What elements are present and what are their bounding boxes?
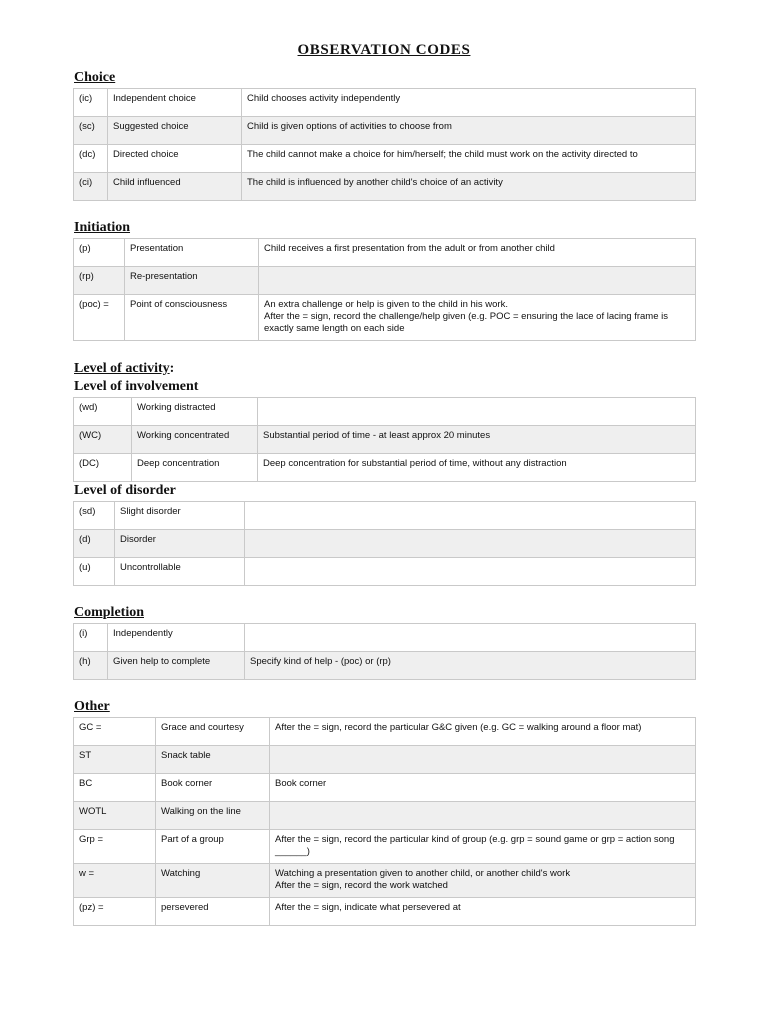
cell-code: (DC) <box>74 454 132 482</box>
cell-code: (sd) <box>74 502 115 530</box>
cell-description <box>245 530 696 558</box>
table-row <box>74 173 696 201</box>
table-row <box>74 502 696 530</box>
table-row <box>74 746 696 774</box>
cell-label: Book corner <box>156 774 270 802</box>
cell-label: Suggested choice <box>108 117 242 145</box>
cell-label: Uncontrollable <box>115 558 245 586</box>
activity-heading-colon: : <box>169 361 175 376</box>
table-row <box>74 558 696 586</box>
section-heading-choice: Choice <box>74 70 116 85</box>
cell-code: (ci) <box>74 173 108 201</box>
cell-description: Substantial period of time - at least approx 20 minutes <box>258 426 696 454</box>
cell-label: Child influenced <box>108 173 242 201</box>
cell-description: The child cannot make a choice for him/herself; the child must work on the activity directed to <box>242 145 696 173</box>
cell-label: Deep concentration <box>132 454 258 482</box>
table-row <box>74 652 696 680</box>
cell-description: Specify kind of help - (poc) or (rp) <box>245 652 696 680</box>
cell-label: Watching <box>156 864 270 898</box>
cell-description: An extra challenge or help is given to the child in his work. After the = sign, record the challenge/help given (e.g. POC = ensuring the lace of lacing frame is exactly same length on each side <box>259 295 696 341</box>
cell-code: (poc) = <box>74 295 125 341</box>
cell-label: Independently <box>108 624 245 652</box>
cell-description <box>245 558 696 586</box>
table-row <box>74 426 696 454</box>
cell-description: After the = sign, record the particular kind of group (e.g. grp = sound game or grp = action song ______) <box>270 830 696 864</box>
cell-label: Grace and courtesy <box>156 718 270 746</box>
subheading-disorder: Level of disorder <box>74 483 176 498</box>
cell-code: (d) <box>74 530 115 558</box>
cell-code: (ic) <box>74 89 108 117</box>
cell-label: Part of a group <box>156 830 270 864</box>
cell-code: WOTL <box>74 802 156 830</box>
cell-label: Independent choice <box>108 89 242 117</box>
cell-code: w = <box>74 864 156 898</box>
section-heading-activity <box>74 361 174 377</box>
cell-label: Disorder <box>115 530 245 558</box>
cell-description <box>245 502 696 530</box>
table-row <box>74 802 696 830</box>
cell-label: Point of consciousness <box>125 295 259 341</box>
table-row <box>74 454 696 482</box>
cell-description: The child is influenced by another child's choice of an activity <box>242 173 696 201</box>
table-involvement <box>73 397 696 482</box>
cell-code: (h) <box>74 652 108 680</box>
cell-code: (pz) = <box>74 898 156 926</box>
cell-code: (rp) <box>74 267 125 295</box>
cell-description: After the = sign, record the particular G&C given (e.g. GC = walking around a floor mat) <box>270 718 696 746</box>
cell-description: Watching a presentation given to another child, or another child's work After the = sign, record the work watched <box>270 864 696 898</box>
table-row <box>74 89 696 117</box>
cell-label: persevered <box>156 898 270 926</box>
cell-description <box>270 802 696 830</box>
cell-description: Child receives a first presentation from the adult or from another child <box>259 239 696 267</box>
cell-code: ST <box>74 746 156 774</box>
cell-code: GC = <box>74 718 156 746</box>
cell-code: BC <box>74 774 156 802</box>
table-row <box>74 774 696 802</box>
activity-heading-text: Level of activity <box>74 361 170 376</box>
cell-description <box>270 746 696 774</box>
cell-code: (i) <box>74 624 108 652</box>
cell-description: Child is given options of activities to choose from <box>242 117 696 145</box>
cell-code: Grp = <box>74 830 156 864</box>
cell-label: Given help to complete <box>108 652 245 680</box>
cell-description <box>258 398 696 426</box>
section-heading-completion: Completion <box>74 605 144 620</box>
table-initiation <box>73 238 696 341</box>
cell-description <box>245 624 696 652</box>
table-row <box>74 295 696 341</box>
cell-description: Child chooses activity independently <box>242 89 696 117</box>
table-row <box>74 864 696 898</box>
cell-code: (p) <box>74 239 125 267</box>
table-row <box>74 718 696 746</box>
cell-label: Re-presentation <box>125 267 259 295</box>
cell-code: (wd) <box>74 398 132 426</box>
page-title: OBSERVATION CODES <box>297 42 471 58</box>
table-row <box>74 117 696 145</box>
table-row <box>74 398 696 426</box>
table-disorder <box>73 501 696 586</box>
cell-label: Working distracted <box>132 398 258 426</box>
table-row <box>74 898 696 926</box>
cell-code: (dc) <box>74 145 108 173</box>
cell-label: Working concentrated <box>132 426 258 454</box>
table-other <box>73 717 696 926</box>
cell-code: (WC) <box>74 426 132 454</box>
cell-label: Directed choice <box>108 145 242 173</box>
cell-label: Snack table <box>156 746 270 774</box>
cell-code: (sc) <box>74 117 108 145</box>
table-row <box>74 624 696 652</box>
table-row <box>74 267 696 295</box>
cell-label: Presentation <box>125 239 259 267</box>
cell-description: After the = sign, indicate what persevered at <box>270 898 696 926</box>
table-row <box>74 530 696 558</box>
cell-description <box>259 267 696 295</box>
table-row <box>74 239 696 267</box>
table-choice <box>73 88 696 201</box>
cell-label: Slight disorder <box>115 502 245 530</box>
subheading-involvement: Level of involvement <box>74 379 199 394</box>
cell-label: Walking on the line <box>156 802 270 830</box>
section-heading-other: Other <box>74 699 110 714</box>
cell-description: Deep concentration for substantial period of time, without any distraction <box>258 454 696 482</box>
table-completion <box>73 623 696 680</box>
cell-code: (u) <box>74 558 115 586</box>
table-row <box>74 145 696 173</box>
cell-description: Book corner <box>270 774 696 802</box>
table-row <box>74 830 696 864</box>
section-heading-initiation: Initiation <box>74 220 131 235</box>
